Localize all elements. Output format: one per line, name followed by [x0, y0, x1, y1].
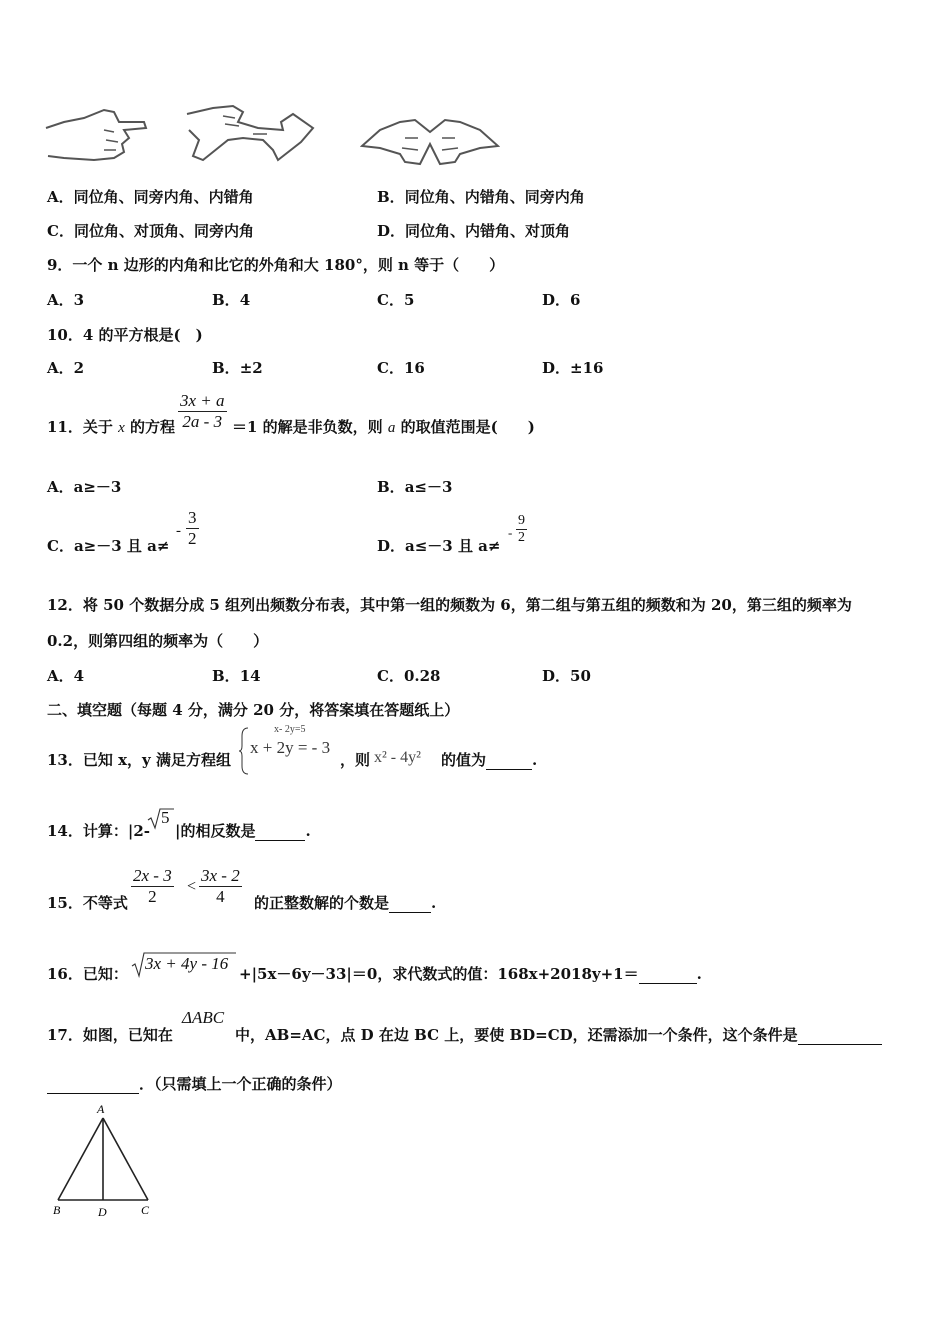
q11-option-a[interactable]: A．a≥－3 [47, 478, 122, 496]
q9-option-c[interactable]: C．5 [377, 291, 415, 309]
q14-radicand: 5 [161, 808, 170, 827]
q10-option-b[interactable]: B．±2 [212, 359, 263, 377]
hand-gesture-figure-1 [44, 100, 154, 165]
q9-option-d[interactable]: D．6 [542, 291, 581, 309]
q12-option-c[interactable]: C．0.28 [377, 667, 441, 685]
q17-answer-blank-continued[interactable] [47, 1093, 139, 1094]
q10-option-c[interactable]: C．16 [377, 359, 425, 377]
q12-option-d[interactable]: D．50 [542, 667, 591, 685]
q9-option-a[interactable]: A．3 [47, 291, 85, 309]
label-d: D [98, 1205, 107, 1219]
q11-option-c-fraction: 3 2 [188, 508, 197, 548]
q13-stem-prefix: 13．已知 x，y 满足方程组 [47, 751, 231, 769]
hand-gesture-figure-2 [183, 100, 318, 165]
q15-fraction-left: 2x - 3 2 [133, 866, 172, 906]
q17-stem-prefix: 17．如图，已知在 [47, 1026, 173, 1044]
q11-option-c-sign: - [176, 523, 181, 539]
label-c: C [141, 1203, 150, 1217]
q16-stem-suffix: +|5x－6y－33|＝0，求代数式的值：168x+2018y+1＝ . [239, 965, 702, 983]
q15-answer-blank[interactable] [389, 912, 431, 913]
q10-stem: 10．4 的平方根是( ) [47, 326, 203, 344]
q12-option-a[interactable]: A．4 [47, 667, 85, 685]
q11-option-c[interactable]: C．a≥－3 且 a≠ [47, 537, 170, 555]
q11-stem-suffix: ＝1 的解是非负数，则 a 的取值范围是( ) [232, 418, 535, 436]
label-b: B [53, 1203, 61, 1217]
triangle-abc-figure [48, 1100, 158, 1220]
q11-option-b[interactable]: B．a≤－3 [377, 478, 453, 496]
q9-stem: 9．一个 n 边形的内角和比它的外角和大 180°，则 n 等于（ ） [47, 256, 505, 274]
q17-stem-line2: ．（只需填上一个正确的条件） [47, 1073, 342, 1094]
q13-equation-2: x + 2y = - 3 [250, 738, 331, 757]
hand-gesture-figure-3 [360, 108, 500, 166]
q14-stem-prefix: 14．计算：|2- [47, 822, 150, 840]
q11-option-d[interactable]: D．a≤－3 且 a≠ [377, 537, 501, 555]
q12-stem-line1: 12．将 50 个数据分成 5 组列出频数分布表，其中第一组的频数为 6，第二组与第五组的频数和为 20，第三组的频率为 [47, 596, 852, 614]
section-title-fill-in: 二、填空题（每题 4 分，满分 20 分，将答案填在答题纸上） [47, 701, 460, 719]
q17-stem-suffix: 中，AB=AC，点 D 在边 BC 上，要使 BD=CD，还需添加一个条件，这个条件是 [235, 1024, 882, 1045]
q12-stem-line2: 0.2，则第四组的频率为（ ） [47, 632, 269, 650]
q11-stem-prefix: 11．关于 x 的方程 [47, 418, 176, 436]
q17-answer-blank[interactable] [798, 1044, 882, 1045]
q15-fraction-right: 3x - 2 4 [201, 866, 240, 906]
q12-option-b[interactable]: B．14 [212, 667, 261, 685]
q11-fraction: 3x + a 2a - 3 [180, 391, 225, 431]
q16-answer-blank[interactable] [639, 983, 697, 984]
q13-equation-1: x- 2y=5 [274, 724, 306, 735]
q16-radicand: 3x + 4y - 16 [145, 954, 229, 973]
q8-option-c[interactable]: C．同位角、对顶角、同旁内角 [47, 222, 254, 240]
q11-option-d-fraction: 9 2 [518, 513, 525, 545]
label-a: A [97, 1102, 105, 1116]
q10-option-a[interactable]: A．2 [47, 359, 85, 377]
q13-stem-suffix: 的值为 . [441, 751, 538, 769]
q8-option-a[interactable]: A．同位角、同旁内角、内错角 [47, 188, 254, 206]
q8-option-d[interactable]: D．同位角、内错角、对顶角 [377, 222, 571, 240]
q16-stem-prefix: 16．已知： [47, 965, 128, 983]
q15-less-than: < [187, 878, 197, 895]
q13-answer-blank[interactable] [486, 769, 532, 770]
q14-stem-suffix: |的相反数是 . [175, 822, 311, 840]
q9-option-b[interactable]: B．4 [212, 291, 251, 309]
q13-brace [238, 726, 250, 776]
q10-option-d[interactable]: D．±16 [542, 359, 604, 377]
q15-stem-suffix: 的正整数解的个数是 . [254, 894, 437, 912]
q17-triangle-symbol: ΔABC [182, 1008, 225, 1027]
q13-expression: x² - 4y² [374, 749, 421, 766]
q15-stem-prefix: 15．不等式 [47, 894, 128, 912]
q11-option-d-sign: - [508, 525, 513, 540]
q13-stem-mid: ，则 [340, 751, 371, 769]
q14-answer-blank[interactable] [255, 840, 305, 841]
q8-option-b[interactable]: B．同位角、内错角、同旁内角 [377, 188, 585, 206]
